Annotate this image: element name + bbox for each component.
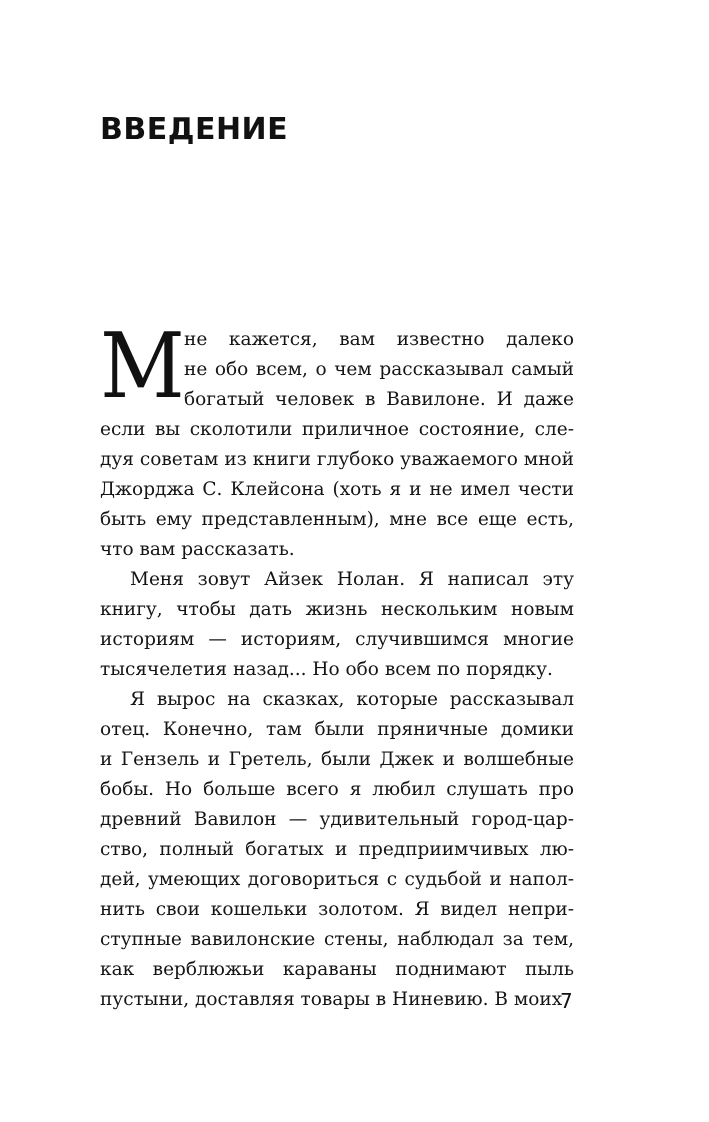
paragraph-1-line-1: не кажется, вам известно далеко [184,329,574,350]
paragraph-1-line-2: не обо всем, о чем рассказывал самый [184,359,574,380]
paragraph-3-line-11: пустыни, доставляя товары в Ниневию. В моих [100,989,563,1010]
paragraph-3-line-3: и Гензель и Гретель, были Джек и волшебные [100,749,574,770]
paragraph-2-line-4: тысячелетия назад... Но обо всем по порядку. [100,659,553,680]
paragraph-2-line-2: книгу, чтобы дать жизнь нескольким новым [100,599,574,620]
paragraph-3-line-7: дей, умеющих договориться с судьбой и напол- [100,869,574,890]
page-number: 7 [560,989,573,1013]
paragraph-1-line-5: дуя советам из книги глубоко уважаемого мной [100,449,574,470]
paragraph-2-line-3: историям — историям, случившимся многие [100,629,574,650]
chapter-title: ВВЕДЕНИЕ [100,112,289,147]
paragraph-3-line-10: как верблюжьи караваны поднимают пыль [100,959,574,980]
paragraph-3-line-5: древний Вавилон — удивительный город-цар- [100,809,574,830]
paragraph-3-line-4: бобы. Но больше всего я любил слушать про [100,779,574,800]
paragraph-1-line-8: что вам рассказать. [100,539,295,560]
paragraph-3-line-6: ство, полный богатых и предприимчивых лю- [100,839,574,860]
paragraph-1-line-3: богатый человек в Вавилоне. И даже [184,389,574,410]
paragraph-1-line-7: быть ему представленным), мне все еще есть, [100,509,574,530]
drop-cap: М [100,314,185,419]
paragraph-3-line-8: нить свои кошельки золотом. Я видел непри- [100,899,574,920]
paragraph-3-line-2: отец. Конечно, там были пряничные домики [100,719,574,740]
paragraph-3-line-1: Я вырос на сказках, которые рассказывал [130,689,574,710]
paragraph-3-line-9: ступные вавилонские стены, наблюдал за тем, [100,929,574,950]
paragraph-2-line-1: Меня зовут Айзек Нолан. Я написал эту [130,569,574,590]
paragraph-1-line-6: Джорджа С. Клейсона (хоть я и не имел чести [100,479,574,500]
paragraph-1-line-4: если вы сколотили приличное состояние, сле- [100,419,574,440]
